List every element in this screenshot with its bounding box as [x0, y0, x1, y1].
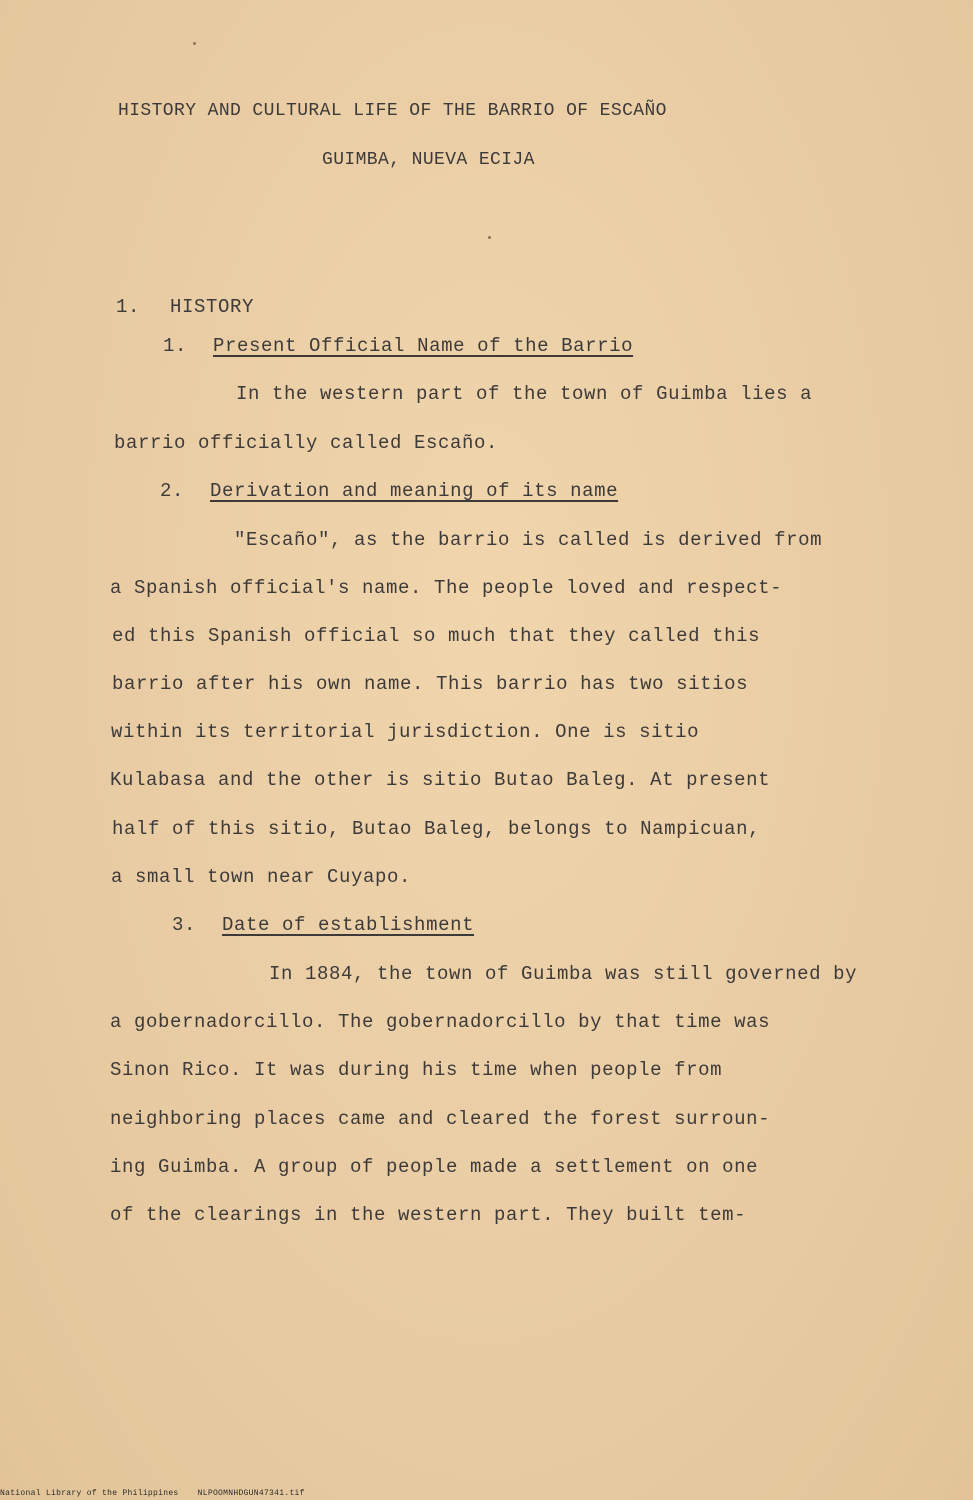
footer-library: National Library of the Philippines: [0, 1489, 179, 1498]
subsection-title: Present Official Name of the Barrio: [213, 335, 634, 357]
document-subtitle: GUIMBA, NUEVA ECIJA: [322, 150, 535, 170]
subsection-heading: [160, 480, 618, 502]
paragraph-line: neighboring places came and cleared the forest surroun-: [110, 1108, 771, 1130]
paragraph-line: In 1884, the town of Guimba was still governed by: [269, 963, 858, 985]
subsection-title: Derivation and meaning of its name: [210, 480, 619, 502]
paper-speck: [193, 42, 196, 45]
paragraph-line: ed this Spanish official so much that they called this: [112, 625, 761, 647]
footer-filename: NLPOOMNHDGUN47341.tif: [197, 1489, 305, 1498]
subsection-title: Date of establishment: [222, 914, 475, 936]
section-number: 1.: [116, 296, 141, 318]
section-title: HISTORY: [170, 296, 255, 318]
paragraph-line: Kulabasa and the other is sitio Butao Baleg. At present: [110, 769, 771, 791]
subsection-number: 2.: [160, 480, 185, 502]
paragraph-line: a Spanish official's name. The people loved and respect-: [110, 577, 783, 599]
section-heading: [116, 296, 254, 318]
document-title: HISTORY AND CULTURAL LIFE OF THE BARRIO OF ESCAÑO: [118, 101, 667, 121]
paragraph-line: of the clearings in the western part. They built tem-: [110, 1204, 747, 1226]
subsection-number: 1.: [163, 335, 188, 357]
scan-footer: [0, 1489, 319, 1498]
paragraph-line: a small town near Cuyapo.: [111, 866, 412, 888]
paragraph-line: a gobernadorcillo. The gobernadorcillo by that time was: [110, 1011, 771, 1033]
paragraph-line: Sinon Rico. It was during his time when people from: [110, 1059, 723, 1081]
paper-speck: [488, 236, 491, 239]
subsection-heading: [172, 914, 474, 936]
paragraph-line: barrio officially called Escaño.: [114, 432, 499, 454]
paragraph-line: half of this sitio, Butao Baleg, belongs to Nampicuan,: [112, 818, 761, 840]
paragraph-line: within its territorial jurisdiction. One is sitio: [111, 721, 700, 743]
subsection-number: 3.: [172, 914, 197, 936]
paragraph-line: In the western part of the town of Guimba lies a: [236, 383, 813, 405]
paragraph-line: "Escaño", as the barrio is called is derived from: [234, 529, 823, 551]
subsection-heading: [163, 335, 633, 357]
paragraph-line: ing Guimba. A group of people made a settlement on one: [110, 1156, 759, 1178]
paragraph-line: barrio after his own name. This barrio has two sitios: [112, 673, 749, 695]
